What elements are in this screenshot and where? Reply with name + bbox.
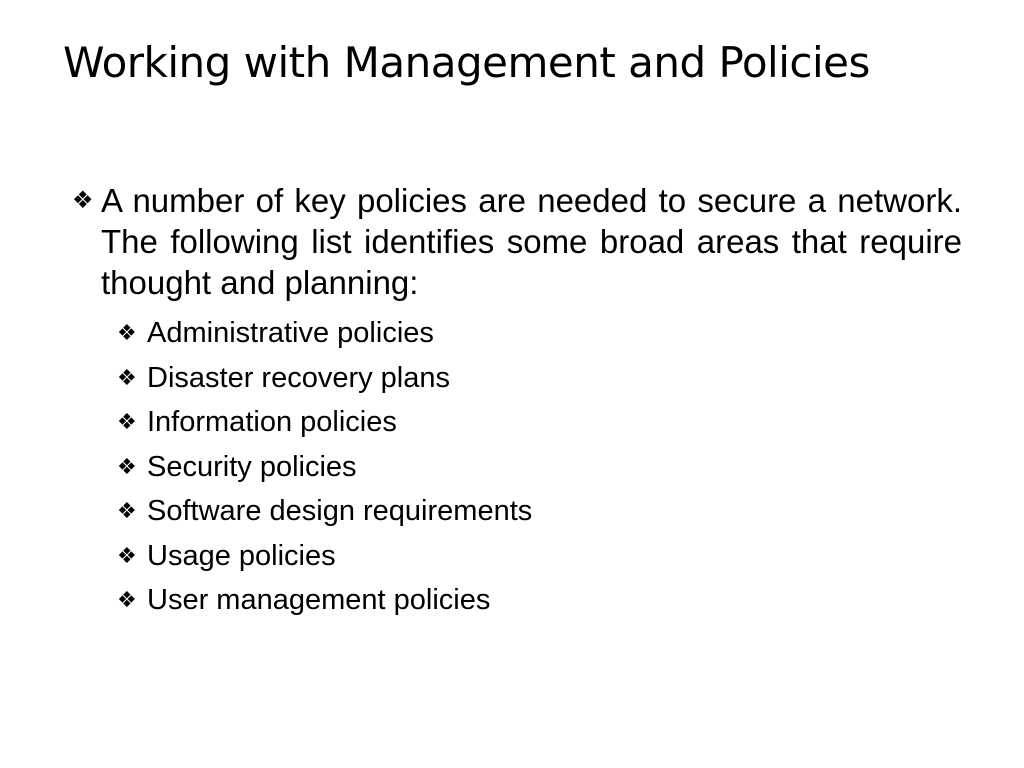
- list-item: [117, 445, 962, 490]
- list-item-label: Software design requirements: [147, 495, 533, 527]
- diamond-bullet-icon: ❖: [117, 542, 137, 568]
- policy-area-list: [72, 311, 962, 623]
- list-item: [117, 578, 962, 623]
- slide-title: Working with Management and Policies: [63, 38, 870, 87]
- diamond-bullet-icon: ❖: [117, 364, 137, 390]
- diamond-bullet-icon: ❖: [117, 453, 137, 479]
- list-item: [117, 489, 962, 534]
- diamond-bullet-icon: ❖: [117, 587, 137, 612]
- diamond-bullet-icon: ❖: [72, 187, 94, 214]
- diamond-bullet-icon: ❖: [117, 409, 137, 434]
- diamond-bullet-icon: ❖: [117, 320, 137, 345]
- list-item-label: Security policies: [147, 450, 357, 483]
- slide-content: [72, 180, 962, 623]
- list-item-label: Information policies: [147, 406, 397, 438]
- list-item: [117, 400, 962, 445]
- list-item: [117, 356, 962, 401]
- main-bullet-point: [72, 180, 962, 303]
- list-item: [117, 534, 962, 579]
- list-item: [117, 311, 962, 356]
- list-item-label: Usage policies: [147, 539, 336, 572]
- main-bullet-text: A number of key policies are needed to secure a network. The following list identifies some broad areas that require thought and planning:: [101, 182, 962, 301]
- list-item-label: Administrative policies: [147, 317, 434, 349]
- list-item-label: Disaster recovery plans: [147, 361, 450, 394]
- diamond-bullet-icon: ❖: [117, 498, 137, 523]
- list-item-label: User management policies: [147, 584, 491, 616]
